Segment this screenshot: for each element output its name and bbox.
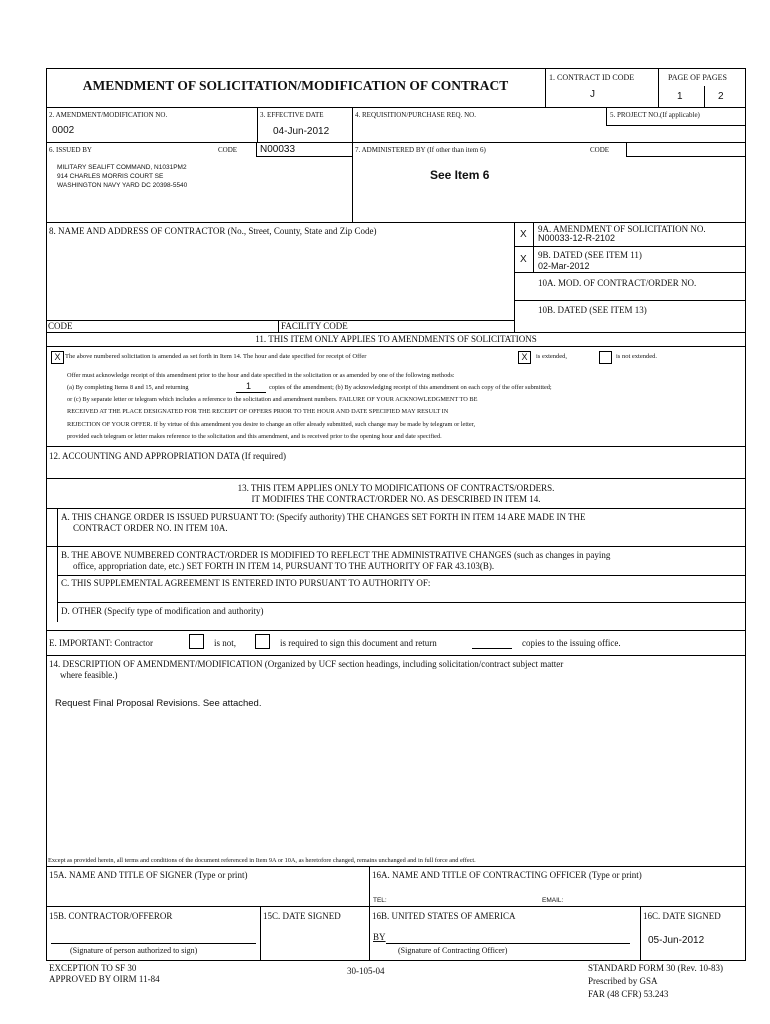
contract-id-code-label: 1. CONTRACT ID CODE [549, 73, 635, 82]
block13-c: C. THIS SUPPLEMENTAL AGREEMENT IS ENTERED INTO PURSUANT TO AUTHORITY OF: [61, 578, 431, 588]
is-required-label: is required to sign this document and return [280, 638, 437, 648]
mod-contract-order-label: 10A. MOD. OF CONTRACT/ORDER NO. [538, 278, 697, 288]
page-total: 2 [718, 91, 724, 102]
footer-far: FAR (48 CFR) 53.243 [588, 989, 669, 999]
officer-date-signed-label: 16C. DATE SIGNED [643, 911, 721, 921]
footer-approved: APPROVED BY OIRM 11-84 [49, 974, 160, 984]
description-text: Request Final Proposal Revisions. See attached. [55, 698, 262, 709]
administered-by-code-label: CODE [590, 146, 610, 154]
description-label-1: 14. DESCRIPTION OF AMENDMENT/MODIFICATION (Organized by UCF section headings, including solicitation/contract subject matter [49, 659, 564, 669]
unchanged-terms-note: Except as provided herein, all terms and conditions of the document referenced in Item 9A or 10A, as heretofore changed, remains unchanged and in full force and effect. [48, 857, 476, 864]
contracting-officer-name-label: 16A. NAME AND TITLE OF CONTRACTING OFFICER (Type or print) [372, 870, 642, 880]
block11-line2a: (a) By completing Items 8 and 15, and returning [67, 384, 189, 391]
solicitation-amended-checkbox[interactable]: X [51, 351, 64, 364]
by-label: BY [373, 932, 386, 942]
footer-exception: EXCEPTION TO SF 30 [49, 963, 137, 973]
not-extended-checkbox[interactable] [599, 351, 612, 364]
issued-by-address-1: MILITARY SEALIFT COMMAND, N1031PM2 [57, 164, 187, 171]
effective-date-label: 3. EFFECTIVE DATE [260, 111, 324, 119]
contractor-date-signed-label: 15C. DATE SIGNED [263, 911, 341, 921]
important-label: E. IMPORTANT: Contractor [49, 638, 154, 648]
not-extended-label: is not extended. [616, 353, 657, 360]
is-not-checkbox[interactable] [189, 634, 204, 649]
issued-by-code-label: CODE [218, 146, 238, 154]
amendment-solicitation-label: 9A. AMENDMENT OF SOLICITATION NO. [538, 224, 706, 234]
block13-d: D. OTHER (Specify type of modification and authority) [61, 606, 264, 616]
footer-prescribed: Prescribed by GSA [588, 976, 658, 986]
amendment-no-label: 2. AMENDMENT/MODIFICATION NO. [49, 111, 168, 119]
block13-heading-1: 13. THIS ITEM APPLIES ONLY TO MODIFICATIONS OF CONTRACTS/ORDERS. [237, 483, 555, 493]
contractor-code-label: CODE [48, 321, 73, 331]
page-number: 1 [677, 91, 683, 102]
block11-heading: 11. THIS ITEM ONLY APPLIES TO AMENDMENTS OF SOLICITATIONS [255, 334, 537, 344]
contractor-signature-caption: (Signature of person authorized to sign) [70, 946, 198, 955]
block11-line2b: copies of the amendment; (b) By acknowledging receipt of this amendment on each copy of the offer submitted; [269, 384, 552, 391]
contractor-address-label: 8. NAME AND ADDRESS OF CONTRACTOR (No., Street, County, State and Zip Code) [49, 226, 377, 236]
signer-name-label: 15A. NAME AND TITLE OF SIGNER (Type or print) [49, 870, 248, 880]
contracting-officer-signature-caption: (Signature of Contracting Officer) [398, 946, 508, 955]
block11-line4: RECEIVED AT THE PLACE DESIGNATED FOR THE RECEIPT OF OFFERS PRIOR TO THE HOUR AND DATE SPECIFIED MAY RESULT IN [67, 408, 449, 415]
extended-label: is extended, [536, 353, 568, 360]
project-no-label: 5. PROJECT NO.(If applicable) [610, 111, 700, 119]
officer-date-signed-value: 05-Jun-2012 [648, 935, 705, 946]
requisition-label: 4. REQUISITION/PURCHASE REQ. NO. [355, 111, 476, 119]
is-required-checkbox[interactable] [255, 634, 270, 649]
block11-line1: Offer must acknowledge receipt of this amendment prior to the hour and date specified in the solicitation or as amended by one of the following methods: [67, 372, 455, 379]
issued-by-address-2: 914 CHARLES MORRIS COURT SE [57, 173, 164, 180]
footer-form-number: 30-105-04 [347, 966, 385, 976]
administered-by-code-box [626, 142, 746, 157]
administered-by-label: 7. ADMINISTERED BY (If other than item 6) [355, 146, 486, 154]
block13-a-line1: A. THIS CHANGE ORDER IS ISSUED PURSUANT TO: (Specify authority) THE CHANGES SET FORTH IN ITEM 14 ARE MADE IN THE [61, 512, 586, 522]
block13-b-line1: B. THE ABOVE NUMBERED CONTRACT/ORDER IS MODIFIED TO REFLECT THE ADMINISTRATIVE CHANGES (such as changes in paying [61, 550, 611, 560]
block11-line6: provided each telegram or letter makes reference to the solicitation and this amendment, and is received prior to the opening hour and date specified. [67, 433, 442, 440]
facility-code-label: FACILITY CODE [281, 321, 348, 331]
dated-10b-label: 10B. DATED (SEE ITEM 13) [538, 305, 647, 315]
form-title: AMENDMENT OF SOLICITATION/MODIFICATION OF CONTRACT [82, 78, 509, 93]
block13-b-line2: office, appropriation date, etc.) SET FORTH IN ITEM 14, PURSUANT TO THE AUTHORITY OF FAR 43.103(B). [73, 561, 495, 571]
dated-9b-value: 02-Mar-2012 [538, 261, 590, 271]
effective-date-value: 04-Jun-2012 [273, 126, 330, 137]
is-not-label: is not, [214, 638, 237, 648]
block13-a-line2: CONTRACT ORDER NO. IN ITEM 10A. [73, 523, 228, 533]
dated-9b-mark: X [520, 254, 527, 265]
contract-id-code-value: J [590, 89, 595, 100]
extended-checkbox[interactable]: X [518, 351, 531, 364]
solicitation-amended-text: The above numbered solicitation is amended as set forth in Item 14. The hour and date specified for receipt of Offer [65, 353, 367, 360]
email-label: EMAIL: [542, 897, 564, 904]
dated-9b-label: 9B. DATED (SEE ITEM 11) [538, 250, 642, 260]
page-of-pages-label: PAGE OF PAGES [668, 73, 727, 82]
united-states-label: 16B. UNITED STATES OF AMERICA [372, 911, 516, 921]
issued-by-code-value: N00033 [260, 144, 296, 155]
administered-by-value: See Item 6 [430, 168, 490, 182]
block11-copies: 1 [246, 381, 252, 391]
amendment-solicitation-mark: X [520, 229, 527, 240]
issued-by-label: 6. ISSUED BY [49, 146, 92, 154]
accounting-data-label: 12. ACCOUNTING AND APPROPRIATION DATA (If required) [49, 451, 287, 461]
contractor-offeror-label: 15B. CONTRACTOR/OFFEROR [49, 911, 173, 921]
copies-to-issuing-label: copies to the issuing office. [522, 638, 621, 648]
block13-heading-2: IT MODIFIES THE CONTRACT/ORDER NO. AS DESCRIBED IN ITEM 14. [251, 494, 541, 504]
tel-label: TEL: [373, 897, 387, 904]
block11-line5: REJECTION OF YOUR OFFER. If by virtue of this amendment you desire to change an offer already submitted, such change may be made by telegram or letter, [67, 421, 476, 428]
block11-line3: or (c) By separate letter or telegram which includes a reference to the solicitation and amendment numbers. FAILURE OF YOUR ACKNOWLEDGMENT TO BE [67, 396, 478, 403]
issued-by-address-3: WASHINGTON NAVY YARD DC 20398-5540 [57, 182, 188, 189]
footer-standard-form: STANDARD FORM 30 (Rev. 10-83) [588, 963, 723, 973]
amendment-solicitation-value: N00033-12-R-2102 [538, 233, 616, 243]
amendment-no-value: 0002 [52, 125, 75, 136]
description-label-2: where feasible.) [60, 670, 118, 680]
